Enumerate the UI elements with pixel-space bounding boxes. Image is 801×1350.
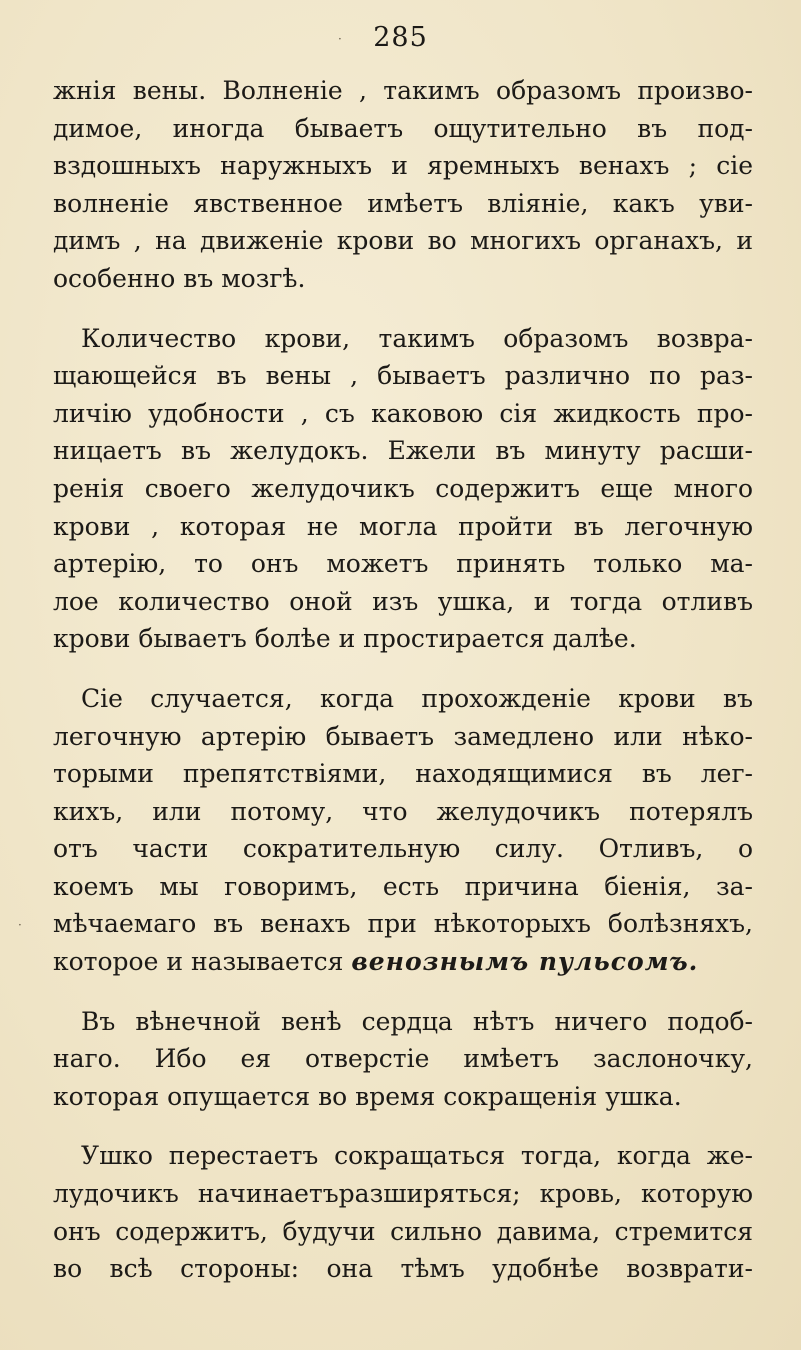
paragraph — [53, 320, 753, 658]
emphasized-term: венознымъ пульсомъ. — [351, 947, 699, 977]
text-line: мѣчаемаго въ венахъ при нѣкоторыхъ болѣзняхъ, — [53, 909, 753, 939]
text-line: лудочикъ начинаетъразширяться; кровь, которую — [53, 1179, 753, 1209]
text-line: Въ вѣнечной венѣ сердца нѣтъ ничего подоб- — [81, 1006, 753, 1036]
text-line: крови , которая не могла пройти въ легочную — [53, 511, 753, 541]
text-line: Количество крови, такимъ образомъ возвра- — [81, 323, 753, 353]
text-line: димое, иногда бываетъ ощутительно въ под- — [53, 113, 753, 143]
text-line: димъ , на движеніе крови во многихъ органахъ, и — [53, 226, 753, 256]
print-speck: · — [18, 918, 22, 932]
text-line: коемъ мы говоримъ, есть причина біенія, за- — [53, 871, 753, 901]
body-text — [53, 72, 753, 1310]
paragraph — [53, 680, 753, 981]
text-line: во всѣ стороны: она тѣмъ удобнѣе возврати- — [53, 1254, 753, 1284]
text-line: крови бываетъ болѣе и простирается далѣе. — [53, 624, 637, 654]
text-line: волненіе явственное имѣетъ вліяніе, какъ уви- — [53, 188, 753, 218]
text-line: ницаетъ въ желудокъ. Ежели въ минуту расши- — [53, 436, 753, 466]
text-line: онъ содержитъ, будучи сильно давима, стремится — [53, 1216, 753, 1246]
text-line: ренія своего желудочикъ содержитъ еще много — [53, 473, 753, 503]
text-line: наго. Ибо ея отверстіе имѣетъ заслоночку, — [53, 1044, 753, 1074]
paragraph — [53, 1137, 753, 1287]
plain-text: которое и называется — [53, 947, 352, 977]
paragraph — [53, 72, 753, 298]
text-line: легочную артерію бываетъ замедлено или нѣко- — [53, 721, 753, 751]
text-line: вздошныхъ наружныхъ и яремныхъ венахъ ; сіе — [53, 151, 753, 181]
paragraph — [53, 1003, 753, 1116]
print-speck: · — [338, 32, 342, 46]
text-line: жнія вены. Волненіе , такимъ образомъ произво- — [53, 76, 753, 105]
text-line: личію удобности , съ каковою сія жидкость про- — [53, 398, 753, 428]
text-line: отъ части сократительную силу. Отливъ, о — [53, 834, 753, 864]
text-line: артерію, то онъ можетъ принять только ма- — [53, 549, 753, 579]
page-number: 285 — [373, 22, 428, 53]
text-line: щающейся въ вены , бываетъ различно по раз- — [53, 361, 753, 391]
text-line: особенно въ мозгѣ. — [53, 263, 306, 293]
text-line: торыми препятствіями, находящимися въ лег- — [53, 759, 753, 789]
text-line-final — [53, 943, 753, 981]
text-line: Сіе случается, когда прохожденіе крови въ — [81, 683, 753, 713]
text-line: кихъ, или потому, что желудочикъ потерялъ — [53, 796, 753, 826]
text-line: лое количество оной изъ ушка, и тогда отливъ — [53, 586, 753, 616]
text-line: Ушко перестаетъ сокращаться тогда, когда же- — [81, 1141, 753, 1171]
text-line: которая опущается во время сокращенія ушка. — [53, 1081, 682, 1111]
